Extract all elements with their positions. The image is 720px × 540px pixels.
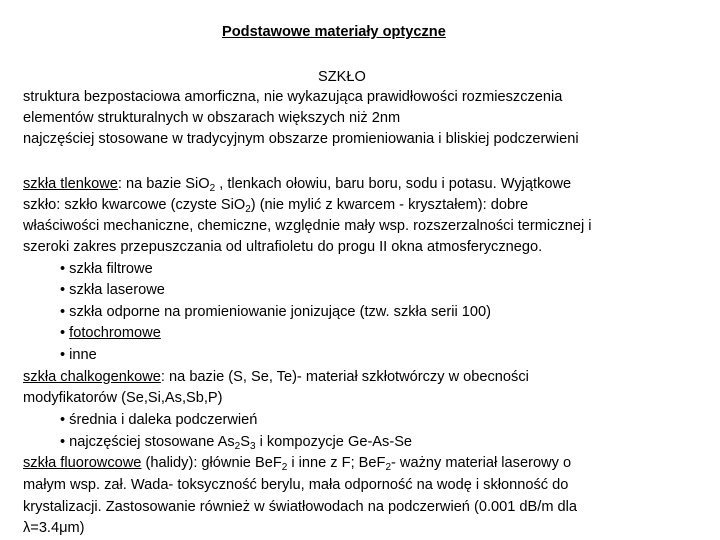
- chalcogenide-glass-line: modyfikatorów (Se,Si,As,Sb,P): [23, 390, 223, 406]
- glass-definition-line: struktura bezpostaciowa amorficzna, nie wykazująca prawidłowości rozmieszczenia: [23, 89, 563, 105]
- fluoride-glass-line: λ=3.4μm): [23, 520, 85, 536]
- oxide-glass-term: szkła tlenkowe: [23, 176, 118, 192]
- fluoride-glass-term: szkła fluorowcowe: [23, 455, 142, 471]
- list-item: • fotochromowe: [60, 325, 161, 341]
- fluoride-glass-line: szkła fluorowcowe (halidy): głównie BeF$_2$ i inne z F; BeF$_2$- ważny materiał laserowy o: [23, 455, 572, 473]
- fluoride-glass-line: krystalizacji. Zastosowanie również w światłowodach na podczerwień (0.001 dB/m dla: [23, 499, 578, 515]
- glass-definition-line: elementów strukturalnych w obszarach większych niż 2nm: [23, 110, 401, 126]
- oxide-glass-line: szkła tlenkowe: na bazie SiO$_2$ , tlenkach ołowiu, baru boru, sodu i potasu. Wyjątkowe: [23, 176, 572, 194]
- glass-definition-line: najczęściej stosowane w tradycyjnym obszarze promieniowania i bliskiej podczerwieni: [23, 131, 579, 147]
- fluoride-glass-line: małym wsp. zał. Wada- toksyczność berylu, mała odporność na wodę i skłonność do: [23, 477, 569, 493]
- oxide-glass-line: właściwości mechaniczne, chemiczne, względnie mały wsp. rozszerzalności termicznej i: [23, 218, 592, 234]
- list-item: • szkła odporne na promieniowanie jonizujące (tzw. szkła serii 100): [60, 304, 491, 320]
- list-item: • szkła laserowe: [60, 282, 165, 298]
- list-item: • szkła filtrowe: [60, 261, 153, 277]
- list-item: • najczęściej stosowane $As_2S_3$ i kompozycje Ge-As-Se: [60, 434, 413, 452]
- glass-heading: SZKŁO: [318, 69, 366, 85]
- list-item: • inne: [60, 347, 97, 363]
- oxide-glass-line: szeroki zakres przepuszczania od ultrafioletu do progu II okna atmosferycznego.: [23, 239, 543, 255]
- chalcogenide-glass-line: szkła chalkogenkowe: na bazie (S, Se, Te)- materiał szkłotwórczy w obecności: [23, 369, 529, 385]
- chalcogenide-glass-term: szkła chalkogenkowe: [23, 369, 161, 385]
- list-item: • średnia i daleka podczerwień: [60, 412, 258, 428]
- oxide-glass-line: szkło: szkło kwarcowe (czyste SiO$_2$) (nie mylić z kwarcem - kryształem): dobre: [23, 197, 529, 215]
- page-title: Podstawowe materiały optyczne: [222, 24, 446, 40]
